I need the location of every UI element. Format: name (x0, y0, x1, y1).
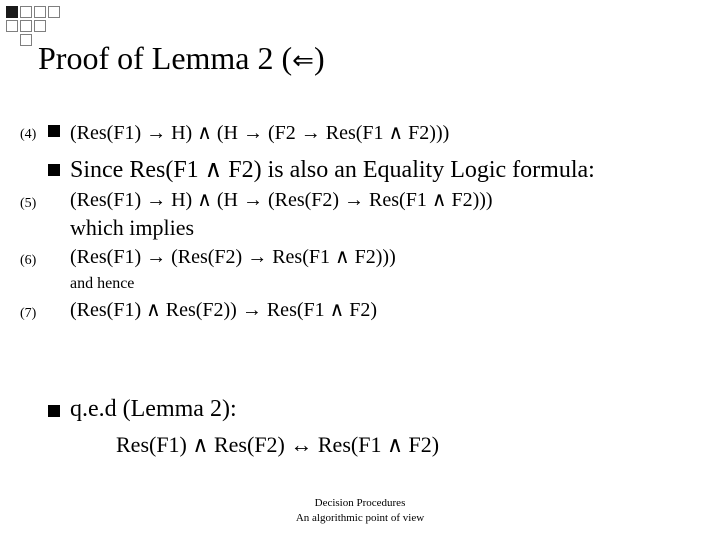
lemma-conclusion: Res(F1) ∧ Res(F2) ↔ Res(F1 ∧ F2) (116, 432, 440, 457)
and-hence-text: and hence (70, 275, 135, 292)
decor-square (20, 34, 32, 46)
which-implies-text: which implies (70, 215, 195, 240)
step-number-4: (4) (20, 127, 37, 142)
step-number-7: (7) (20, 306, 37, 321)
footer-line-2: An algorithmic point of view (295, 512, 425, 524)
title-close: ) (313, 40, 325, 76)
step-number-5: (5) (20, 196, 37, 211)
title-text: Proof of Lemma 2 ( (38, 40, 293, 76)
since-statement: Since Res(F1 ∧ F2) is also an Equality Logic formula: (70, 157, 595, 183)
step-7-formula: (Res(F1) ∧ Res(F2)) → Res(F1 ∧ F2) (70, 299, 378, 321)
decor-square (20, 6, 32, 18)
step-4-formula: (Res(F1) → H) ∧ (H → (F2 → Res(F1 ∧ F2))) (70, 122, 450, 144)
bullet-icon (48, 405, 60, 417)
step-5-formula: (Res(F1) → H) ∧ (H → (Res(F2) → Res(F1 ∧ F2))) (70, 189, 493, 211)
step-number-6: (6) (20, 253, 37, 268)
footer-line-1: Decision Procedures (314, 497, 406, 509)
bullet-icon (48, 164, 60, 176)
decor-square (48, 6, 60, 18)
qed-text: q.e.d (Lemma 2): (70, 396, 237, 422)
left-double-arrow-icon: ⇐ (292, 46, 314, 76)
decor-square (6, 6, 18, 18)
bullet-icon (48, 125, 60, 137)
slide-title (38, 40, 325, 77)
decor-square (6, 20, 18, 32)
decor-square (34, 6, 46, 18)
decor-square (34, 20, 46, 32)
step-6-formula: (Res(F1) → (Res(F2) → Res(F1 ∧ F2))) (70, 246, 396, 268)
decor-square (20, 20, 32, 32)
